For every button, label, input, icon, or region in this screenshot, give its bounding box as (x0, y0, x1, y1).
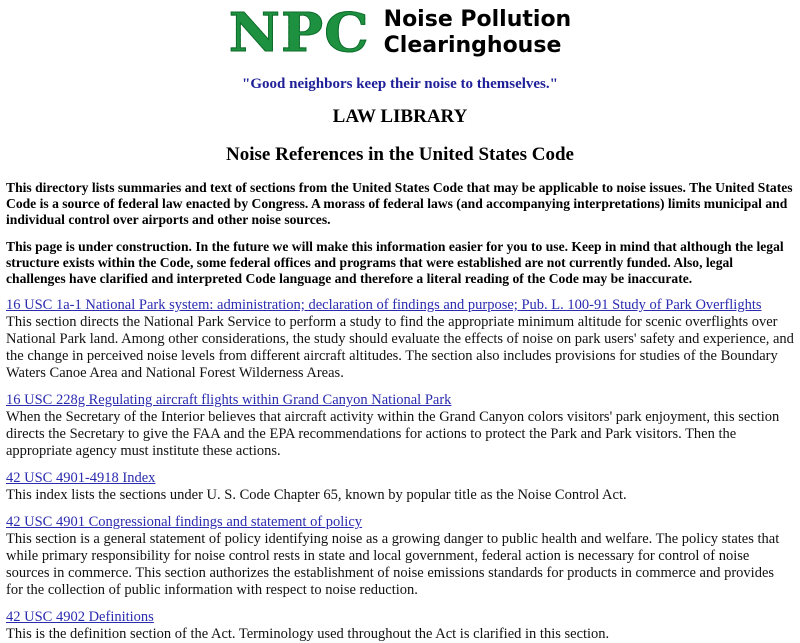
list-item (6, 392, 794, 460)
list-item (6, 470, 794, 504)
list-item (6, 514, 794, 599)
entry-link[interactable]: 42 USC 4901-4918 Index (6, 470, 156, 486)
site-header (6, 0, 794, 67)
entry-link[interactable]: 42 USC 4901 Congressional findings and statement of policy (6, 514, 363, 530)
entry-description: This section is a general statement of policy identifying noise as a growing danger to public health and welfare. The policy states that while primary responsibility for noise control rests in state and local government, federal action is necessary for control of noise sources in commerce. This section authorizes the establishment of noise emissions standards for products in commerce and provides for the collection of public information with respect to noise reduction. (6, 531, 780, 598)
entry-description: This is the definition section of the Act. Terminology used throughout the Act is clarified in this section. (6, 626, 610, 642)
entry-link[interactable]: 42 USC 4902 Definitions (6, 609, 154, 625)
intro-paragraph: This directory lists summaries and text of sections from the United States Code that may be applicable to noise issues. The United States Code is a source of federal law enacted by Congress. A morass of federal laws (and accompanying interpretations) limits municipal and individual control over airports and other noise sources. (6, 180, 793, 227)
page-title: Noise References in the United States Code (226, 144, 574, 165)
entry-link[interactable]: 16 USC 1a-1 National Park system: administration; declaration of findings and purpose; Pub. L. 100-91 Study of Park Overflights (6, 297, 762, 313)
list-item (6, 609, 794, 643)
entry-description: When the Secretary of the Interior believes that aircraft activity within the Grand Canyon colors visitors' park enjoyment, this section directs the Secretary to give the FAA and the EPA recommendations for actions to protect the Park and Park visitors. Then the appropriate agency must institute these actions. (6, 409, 780, 459)
logo-line-1: Noise Pollution (383, 7, 572, 32)
npc-logo[interactable] (228, 1, 572, 65)
list-item (6, 297, 794, 382)
npc-logo-mark: NPC (228, 1, 370, 65)
construction-notice: This page is under construction. In the future we will make this information easier for you to use. Keep in mind that although the legal structure exists within the Code, some federal offices and programs that were established are not currently funded. Also, legal challenges have clarified and interpreted Code language and therefore a literal reading of the Code may be inaccurate. (6, 239, 784, 286)
section-title: LAW LIBRARY (332, 106, 468, 127)
entry-description: This section directs the National Park Service to perform a study to find the appropriate minimum altitude for scenic overflights over National Park land. Among other considerations, the study should evaluate the effects of noise on park users' safety and experience, and the change in perceived noise levels from different aircraft altitudes. The section also includes provisions for studies of the Boundary Waters Canoe Area and National Forest Wilderness Areas. (6, 314, 794, 381)
entry-description: This index lists the sections under U. S. Code Chapter 65, known by popular title as the Noise Control Act. (6, 487, 627, 503)
logo-line-2: Clearinghouse (383, 33, 562, 58)
entry-link[interactable]: 16 USC 228g Regulating aircraft flights within Grand Canyon National Park (6, 392, 452, 408)
tagline: "Good neighbors keep their noise to themselves." (242, 76, 558, 92)
npc-logo-wordmark (384, 7, 572, 59)
